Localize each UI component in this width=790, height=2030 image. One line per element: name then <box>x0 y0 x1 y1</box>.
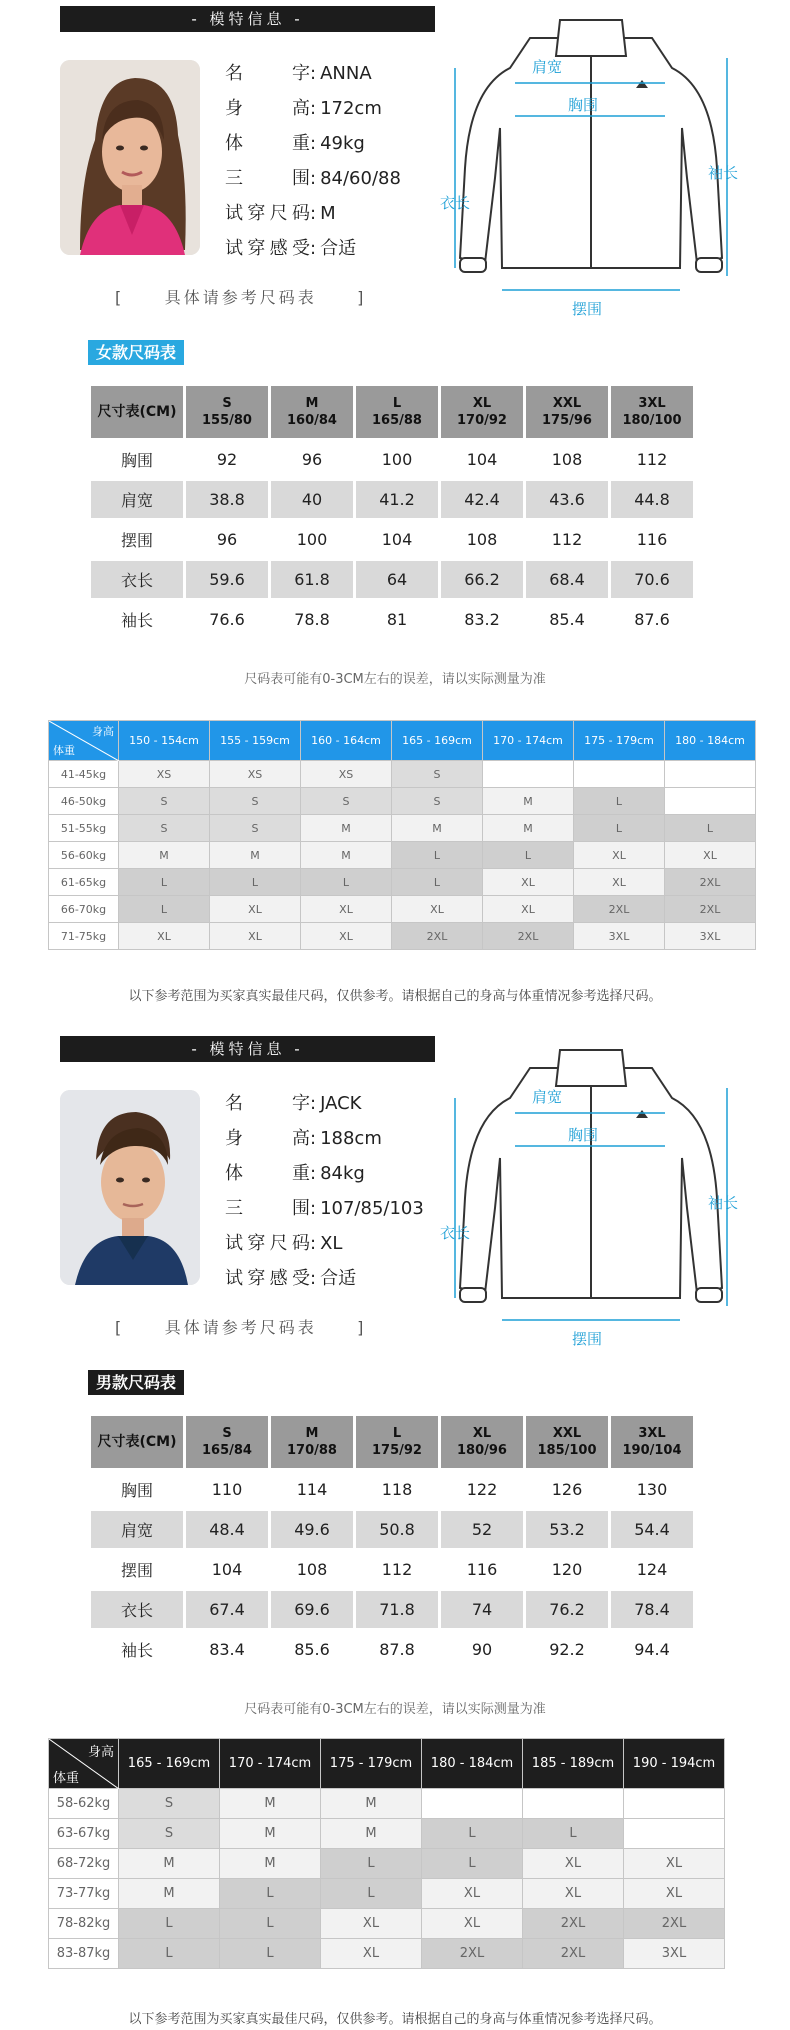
fit-size-cell: M <box>483 815 574 842</box>
fit-height-header: 190 - 194cm <box>624 1739 725 1789</box>
fit-height-header: 180 - 184cm <box>422 1739 523 1789</box>
fit-size-cell: XL <box>624 1879 725 1909</box>
fit-size-cell <box>422 1789 523 1819</box>
size-header-l: L 165/88 <box>356 386 438 438</box>
fit-row <box>49 761 756 788</box>
size-table-corner: 尺寸表(CM) <box>91 1416 183 1468</box>
size-row <box>91 441 693 478</box>
fit-row <box>49 1789 725 1819</box>
size-header-3xl: 3XL 190/104 <box>611 1416 693 1468</box>
fit-size-cell: 3XL <box>574 923 665 950</box>
size-row-label: 袖长 <box>120 611 153 630</box>
model-info-header: - 模特信息 - <box>60 1036 435 1062</box>
info-row-height: 身高: 172cm <box>225 91 455 126</box>
fit-corner: 身高 体重 <box>49 1739 119 1789</box>
size-cell: 90 <box>471 1640 493 1659</box>
size-cell: 114 <box>296 1480 328 1499</box>
fit-size-cell: L <box>220 1879 321 1909</box>
fit-size-cell: 2XL <box>422 1939 523 1969</box>
fit-height-header: 170 - 174cm <box>220 1739 321 1789</box>
size-header-m: M 170/88 <box>271 1416 353 1468</box>
jacket-diagram <box>440 1038 740 1348</box>
fit-size-cell: M <box>301 815 392 842</box>
fit-size-cell: XL <box>321 1939 422 1969</box>
info-row-trial-feel: 试穿感受: 合适 <box>225 1261 455 1296</box>
fit-size-cell: S <box>210 788 301 815</box>
size-cell: 61.8 <box>271 561 353 598</box>
size-header-xl: XL 180/96 <box>441 1416 523 1468</box>
fit-height-header: 165 - 169cm <box>392 721 483 761</box>
fit-size-cell: M <box>119 1879 220 1909</box>
fit-weight-label: 51-55kg <box>49 815 119 842</box>
fit-height-header: 175 - 179cm <box>574 721 665 761</box>
fit-row <box>49 1909 725 1939</box>
info-row-measurements: 三围: 107/85/103 <box>225 1191 455 1226</box>
fit-size-cell: 2XL <box>523 1939 624 1969</box>
info-row-trial-size: 试穿尺码: XL <box>225 1226 455 1261</box>
size-cell: 108 <box>296 1560 328 1579</box>
fit-size-cell: L <box>321 1879 422 1909</box>
size-row <box>91 1551 693 1588</box>
fit-size-cell: L <box>523 1819 624 1849</box>
fit-size-cell: L <box>574 815 665 842</box>
fit-size-cell: XL <box>483 896 574 923</box>
fit-weight-label: 78-82kg <box>49 1909 119 1939</box>
info-row-height: 身高: 188cm <box>225 1121 455 1156</box>
fit-size-cell: 2XL <box>483 923 574 950</box>
fit-size-cell: 3XL <box>624 1939 725 1969</box>
size-cell: 70.6 <box>611 561 693 598</box>
size-row <box>91 1631 693 1668</box>
fit-size-cell: XL <box>574 842 665 869</box>
fit-weight-label: 46-50kg <box>49 788 119 815</box>
size-cell: 96 <box>301 450 323 469</box>
size-cell: 48.4 <box>186 1511 268 1548</box>
fit-corner: 身高 体重 <box>49 721 119 761</box>
info-label: 试穿尺码 <box>225 1233 310 1254</box>
size-cell: 52 <box>441 1511 523 1548</box>
fit-size-cell: L <box>483 842 574 869</box>
model-portrait-male <box>60 1090 200 1285</box>
fit-height-header: 155 - 159cm <box>210 721 301 761</box>
fit-height-header: 185 - 189cm <box>523 1739 624 1789</box>
info-label: 名字 <box>225 63 310 84</box>
size-reference-note: [ 具体请参考尺码表 ] <box>115 288 367 307</box>
fit-size-cell: L <box>119 1939 220 1969</box>
info-label: 三围 <box>225 1198 310 1219</box>
size-header-xxl: XXL 185/100 <box>526 1416 608 1468</box>
size-row-label: 袖长 <box>120 1641 153 1660</box>
fit-size-cell: XS <box>301 761 392 788</box>
size-cell: 94.4 <box>634 1640 670 1659</box>
fit-size-cell: M <box>301 842 392 869</box>
fit-size-cell: L <box>220 1939 321 1969</box>
male-size-table <box>88 1413 696 1671</box>
fit-size-cell <box>523 1789 624 1819</box>
measurement-error-note: 尺码表可能有0-3CM左右的误差，请以实际测量为准 <box>244 1702 546 1717</box>
size-cell: 38.8 <box>186 481 268 518</box>
size-cell: 76.2 <box>526 1591 608 1628</box>
size-row <box>91 1471 693 1508</box>
fit-size-cell: M <box>220 1789 321 1819</box>
size-cell: 87.8 <box>379 1640 415 1659</box>
fit-size-cell: XL <box>523 1849 624 1879</box>
fit-weight-label: 71-75kg <box>49 923 119 950</box>
size-row-label: 衣长 <box>91 561 183 598</box>
fit-size-cell: M <box>321 1789 422 1819</box>
fit-size-cell: 2XL <box>665 896 756 923</box>
fit-height-header: 150 - 154cm <box>119 721 210 761</box>
size-cell: 112 <box>551 530 583 549</box>
size-cell: 40 <box>271 481 353 518</box>
fit-footnote: 以下参考范围为买家真实最佳尺码，仅供参考。请根据自己的身高与体重情况参考选择尺码。 <box>128 989 662 1004</box>
fit-size-cell: XL <box>210 896 301 923</box>
size-cell: 116 <box>466 1560 498 1579</box>
size-cell: 44.8 <box>611 481 693 518</box>
info-value: 合适 <box>320 1268 357 1289</box>
size-row-label: 胸围 <box>120 1481 153 1500</box>
fit-weight-label: 73-77kg <box>49 1879 119 1909</box>
size-cell: 124 <box>636 1560 668 1579</box>
fit-size-cell: L <box>119 1909 220 1939</box>
fit-size-cell: M <box>119 842 210 869</box>
info-value: 188cm <box>320 1128 382 1149</box>
fit-size-cell: XL <box>422 1879 523 1909</box>
info-value: 合适 <box>320 238 357 259</box>
fit-size-cell: M <box>321 1819 422 1849</box>
fit-size-cell: L <box>422 1819 523 1849</box>
fit-size-cell: S <box>119 1819 220 1849</box>
fit-size-cell: S <box>210 815 301 842</box>
size-cell: 87.6 <box>634 610 670 629</box>
info-value: ANNA <box>320 63 372 84</box>
size-cell: 50.8 <box>356 1511 438 1548</box>
fit-size-cell: S <box>301 788 392 815</box>
size-cell: 41.2 <box>356 481 438 518</box>
size-row <box>91 561 693 598</box>
fit-row <box>49 923 756 950</box>
fit-row <box>49 842 756 869</box>
fit-size-cell: L <box>210 869 301 896</box>
fit-size-cell: L <box>392 842 483 869</box>
fit-size-cell <box>574 761 665 788</box>
fit-size-cell: XL <box>624 1849 725 1879</box>
info-row-weight: 体重: 84kg <box>225 1156 455 1191</box>
size-cell: 92.2 <box>549 1640 585 1659</box>
fit-size-cell <box>624 1789 725 1819</box>
size-cell: 118 <box>381 1480 413 1499</box>
fit-weight-label: 61-65kg <box>49 869 119 896</box>
size-row <box>91 1591 693 1628</box>
info-row-trial-size: 试穿尺码: M <box>225 196 455 231</box>
fit-row <box>49 1879 725 1909</box>
model-portrait-female <box>60 60 200 255</box>
fit-weight-label: 41-45kg <box>49 761 119 788</box>
fit-size-cell: S <box>392 788 483 815</box>
size-cell: 120 <box>551 1560 583 1579</box>
size-cell: 112 <box>381 1560 413 1579</box>
size-cell: 78.8 <box>294 610 330 629</box>
female-size-chart-tag: 女款尺码表 <box>88 340 184 365</box>
info-value: 172cm <box>320 98 382 119</box>
size-cell: 42.4 <box>441 481 523 518</box>
male-fit-table <box>48 1738 725 1969</box>
size-header-l: L 175/92 <box>356 1416 438 1468</box>
fit-size-cell: M <box>392 815 483 842</box>
size-cell: 92 <box>216 450 238 469</box>
fit-row <box>49 896 756 923</box>
fit-size-cell: XL <box>392 896 483 923</box>
size-cell: 66.2 <box>441 561 523 598</box>
fit-size-cell: XL <box>422 1909 523 1939</box>
size-header-3xl: 3XL 180/100 <box>611 386 693 438</box>
diagram-shoulder-label: 肩宽 <box>532 58 563 76</box>
size-header-m: M 160/84 <box>271 386 353 438</box>
info-row-name: 名字: JACK <box>225 1086 455 1121</box>
size-cell: 74 <box>441 1591 523 1628</box>
size-cell: 126 <box>551 1480 583 1499</box>
diagram-hem-label: 摆围 <box>572 300 603 318</box>
fit-size-cell: L <box>119 869 210 896</box>
size-header-xl: XL 170/92 <box>441 386 523 438</box>
fit-row <box>49 788 756 815</box>
diagram-chest-label: 胸围 <box>568 96 599 114</box>
info-label: 身高 <box>225 98 310 119</box>
fit-size-cell: 2XL <box>392 923 483 950</box>
fit-size-cell: 2XL <box>523 1909 624 1939</box>
fit-size-cell: M <box>220 1819 321 1849</box>
size-cell: 96 <box>216 530 238 549</box>
fit-size-cell: 2XL <box>665 869 756 896</box>
fit-size-cell: XL <box>665 842 756 869</box>
diagram-length-label: 衣长 <box>440 194 471 212</box>
size-header-s: S 165/84 <box>186 1416 268 1468</box>
size-cell: 59.6 <box>186 561 268 598</box>
size-cell: 112 <box>636 450 668 469</box>
info-value: 84/60/88 <box>320 168 401 189</box>
model-info-list <box>225 56 455 266</box>
info-label: 试穿感受 <box>225 1268 310 1289</box>
male-size-chart-tag: 男款尺码表 <box>88 1370 184 1395</box>
info-value: JACK <box>320 1093 362 1114</box>
fit-height-header: 180 - 184cm <box>665 721 756 761</box>
size-row-label: 肩宽 <box>91 1511 183 1548</box>
size-cell: 53.2 <box>526 1511 608 1548</box>
size-cell: 100 <box>296 530 328 549</box>
info-label: 试穿感受 <box>225 238 310 259</box>
fit-weight-label: 66-70kg <box>49 896 119 923</box>
fit-size-cell: 3XL <box>665 923 756 950</box>
info-label: 三围 <box>225 168 310 189</box>
fit-weight-label: 68-72kg <box>49 1849 119 1879</box>
fit-size-cell <box>624 1819 725 1849</box>
info-value: M <box>320 203 336 224</box>
size-header-s: S 155/80 <box>186 386 268 438</box>
diagram-length-label: 衣长 <box>440 1224 471 1242</box>
size-cell: 130 <box>636 1480 668 1499</box>
size-cell: 104 <box>211 1560 243 1579</box>
info-label: 体重 <box>225 1163 310 1184</box>
fit-size-cell: XL <box>301 923 392 950</box>
size-cell: 85.6 <box>294 1640 330 1659</box>
info-value: 49kg <box>320 133 365 154</box>
info-row-trial-feel: 试穿感受: 合适 <box>225 231 455 266</box>
fit-row <box>49 1819 725 1849</box>
size-row-label: 衣长 <box>91 1591 183 1628</box>
fit-size-cell: L <box>321 1849 422 1879</box>
fit-size-cell: L <box>301 869 392 896</box>
size-cell: 108 <box>466 530 498 549</box>
size-row-label: 肩宽 <box>91 481 183 518</box>
fit-weight-label: 58-62kg <box>49 1789 119 1819</box>
info-value: 84kg <box>320 1163 365 1184</box>
fit-size-cell <box>483 761 574 788</box>
female-size-table <box>88 383 696 641</box>
size-cell: 108 <box>551 450 583 469</box>
size-cell: 69.6 <box>271 1591 353 1628</box>
size-cell: 104 <box>466 450 498 469</box>
size-cell: 85.4 <box>549 610 585 629</box>
fit-size-cell: S <box>392 761 483 788</box>
fit-row <box>49 1849 725 1879</box>
size-cell: 54.4 <box>611 1511 693 1548</box>
size-cell: 68.4 <box>526 561 608 598</box>
info-value: 107/85/103 <box>320 1198 424 1219</box>
size-row <box>91 601 693 638</box>
male-section <box>0 1030 790 2030</box>
size-cell: 76.6 <box>209 610 245 629</box>
size-cell: 64 <box>356 561 438 598</box>
fit-size-cell: XL <box>119 923 210 950</box>
diagram-sleeve-label: 袖长 <box>708 1194 739 1212</box>
measurement-error-note: 尺码表可能有0-3CM左右的误差，请以实际测量为准 <box>244 672 546 687</box>
fit-size-cell: S <box>119 1789 220 1819</box>
fit-footnote: 以下参考范围为买家真实最佳尺码，仅供参考。请根据自己的身高与体重情况参考选择尺码。 <box>128 2012 662 2027</box>
fit-size-cell: XS <box>119 761 210 788</box>
size-cell: 67.4 <box>186 1591 268 1628</box>
female-fit-table <box>48 720 756 950</box>
size-header-xxl: XXL 175/96 <box>526 386 608 438</box>
fit-size-cell: XL <box>574 869 665 896</box>
size-reference-note: [ 具体请参考尺码表 ] <box>115 1318 367 1337</box>
size-row-label: 摆围 <box>120 531 153 550</box>
info-label: 名字 <box>225 1093 310 1114</box>
size-cell: 81 <box>386 610 408 629</box>
fit-size-cell: M <box>483 788 574 815</box>
size-cell: 83.4 <box>209 1640 245 1659</box>
model-info-header: - 模特信息 - <box>60 6 435 32</box>
fit-size-cell: S <box>119 815 210 842</box>
fit-size-cell: L <box>220 1909 321 1939</box>
fit-size-cell: L <box>392 869 483 896</box>
size-row <box>91 481 693 518</box>
size-row-label: 胸围 <box>120 451 153 470</box>
fit-size-cell: 2XL <box>574 896 665 923</box>
size-cell: 83.2 <box>464 610 500 629</box>
fit-weight-label: 56-60kg <box>49 842 119 869</box>
fit-size-cell: S <box>119 788 210 815</box>
fit-height-header: 165 - 169cm <box>119 1739 220 1789</box>
size-cell: 43.6 <box>526 481 608 518</box>
size-table-corner: 尺寸表(CM) <box>91 386 183 438</box>
fit-height-header: 160 - 164cm <box>301 721 392 761</box>
size-cell: 71.8 <box>356 1591 438 1628</box>
size-cell: 116 <box>636 530 668 549</box>
fit-size-cell: XL <box>483 869 574 896</box>
size-row-label: 摆围 <box>120 1561 153 1580</box>
fit-height-header: 170 - 174cm <box>483 721 574 761</box>
fit-size-cell: XL <box>321 1909 422 1939</box>
fit-size-cell: XL <box>523 1879 624 1909</box>
fit-size-cell: M <box>119 1849 220 1879</box>
fit-size-cell: XL <box>210 923 301 950</box>
fit-size-cell: M <box>220 1849 321 1879</box>
fit-size-cell: L <box>574 788 665 815</box>
size-cell: 122 <box>466 1480 498 1499</box>
fit-size-cell <box>665 788 756 815</box>
fit-size-cell: L <box>422 1849 523 1879</box>
fit-size-cell: L <box>665 815 756 842</box>
info-label: 体重 <box>225 133 310 154</box>
info-row-weight: 体重: 49kg <box>225 126 455 161</box>
fit-row <box>49 869 756 896</box>
info-row-name: 名字: ANNA <box>225 56 455 91</box>
size-cell: 110 <box>211 1480 243 1499</box>
info-label: 试穿尺码 <box>225 203 310 224</box>
fit-size-cell: XS <box>210 761 301 788</box>
fit-size-cell: M <box>210 842 301 869</box>
fit-size-cell: XL <box>301 896 392 923</box>
size-row <box>91 1511 693 1548</box>
diagram-hem-label: 摆围 <box>572 1330 603 1348</box>
fit-size-cell: 2XL <box>624 1909 725 1939</box>
size-cell: 104 <box>381 530 413 549</box>
size-row <box>91 521 693 558</box>
size-cell: 78.4 <box>611 1591 693 1628</box>
fit-row <box>49 815 756 842</box>
fit-weight-label: 83-87kg <box>49 1939 119 1969</box>
info-value: XL <box>320 1233 343 1254</box>
size-cell: 49.6 <box>271 1511 353 1548</box>
size-cell: 100 <box>381 450 413 469</box>
fit-size-cell: L <box>119 896 210 923</box>
info-row-measurements: 三围: 84/60/88 <box>225 161 455 196</box>
info-label: 身高 <box>225 1128 310 1149</box>
diagram-shoulder-label: 肩宽 <box>532 1088 563 1106</box>
diagram-sleeve-label: 袖长 <box>708 164 739 182</box>
fit-row <box>49 1939 725 1969</box>
diagram-chest-label: 胸围 <box>568 1126 599 1144</box>
fit-weight-label: 63-67kg <box>49 1819 119 1849</box>
fit-height-header: 175 - 179cm <box>321 1739 422 1789</box>
fit-size-cell <box>665 761 756 788</box>
jacket-diagram <box>440 8 740 318</box>
model-info-list <box>225 1086 455 1296</box>
